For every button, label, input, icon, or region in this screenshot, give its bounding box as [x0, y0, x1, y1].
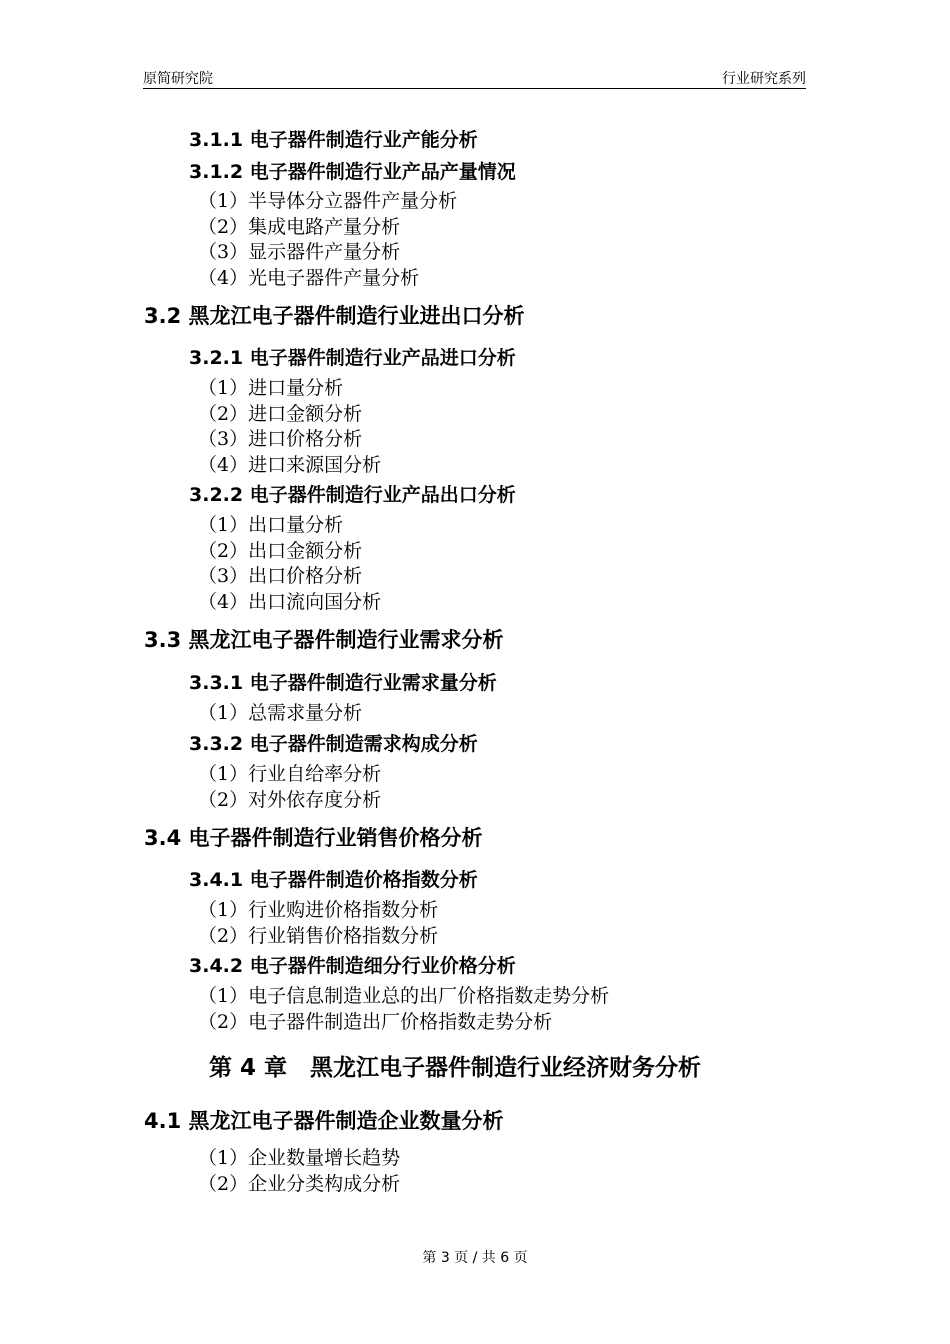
page-number: 第 3 页 / 共 6 页: [422, 1250, 528, 1266]
toc-item: （2）对外依存度分析: [198, 789, 382, 811]
toc-item: （1）行业购进价格指数分析: [198, 899, 439, 921]
toc-item: （2）出口金额分析: [198, 540, 363, 562]
toc-item: （1）总需求量分析: [198, 702, 363, 724]
toc-section: 3.3 黑龙江电子器件制造行业需求分析: [144, 628, 504, 652]
toc-section: 3.4 电子器件制造行业销售价格分析: [144, 826, 483, 850]
toc-subsection: 3.3.2 电子器件制造需求构成分析: [189, 733, 478, 755]
toc-item: （3）显示器件产量分析: [198, 241, 401, 263]
toc-item: （1）企业数量增长趋势: [198, 1147, 401, 1169]
toc-item: （2）行业销售价格指数分析: [198, 925, 439, 947]
toc-item: （1）出口量分析: [198, 514, 344, 536]
toc-subsection: 3.4.2 电子器件制造细分行业价格分析: [189, 955, 516, 977]
toc-item: （3）进口价格分析: [198, 428, 363, 450]
toc-section: 4.1 黑龙江电子器件制造企业数量分析: [144, 1109, 504, 1133]
header-org-name: 原简研究院: [143, 71, 213, 87]
toc-subsection: 3.2.1 电子器件制造行业产品进口分析: [189, 347, 516, 369]
toc-item: （4）出口流向国分析: [198, 591, 382, 613]
toc-item: （4）光电子器件产量分析: [198, 267, 420, 289]
toc-subsection: 3.2.2 电子器件制造行业产品出口分析: [189, 484, 516, 506]
page-header: [143, 66, 806, 89]
toc-item: （1）进口量分析: [198, 377, 344, 399]
toc-subsection: 3.4.1 电子器件制造价格指数分析: [189, 869, 478, 891]
toc-item: （4）进口来源国分析: [198, 454, 382, 476]
toc-item: （2）企业分类构成分析: [198, 1173, 401, 1195]
toc-subsection: 3.1.1 电子器件制造行业产能分析: [189, 129, 478, 151]
toc-subsection: 3.3.1 电子器件制造行业需求量分析: [189, 672, 497, 694]
toc-item: （2）集成电路产量分析: [198, 216, 401, 238]
toc-item: （3）出口价格分析: [198, 565, 363, 587]
toc-item: （2）电子器件制造出厂价格指数走势分析: [198, 1011, 553, 1033]
header-series-name: 行业研究系列: [722, 71, 806, 87]
toc-item: （1）电子信息制造业总的出厂价格指数走势分析: [198, 985, 610, 1007]
toc-chapter: 第 4 章 黑龙江电子器件制造行业经济财务分析: [209, 1055, 702, 1081]
toc-item: （1）行业自给率分析: [198, 763, 382, 785]
toc-item: （2）进口金额分析: [198, 403, 363, 425]
toc-subsection: 3.1.2 电子器件制造行业产品产量情况: [189, 161, 516, 183]
toc-section: 3.2 黑龙江电子器件制造行业进出口分析: [144, 304, 525, 328]
toc-item: （1）半导体分立器件产量分析: [198, 190, 458, 212]
